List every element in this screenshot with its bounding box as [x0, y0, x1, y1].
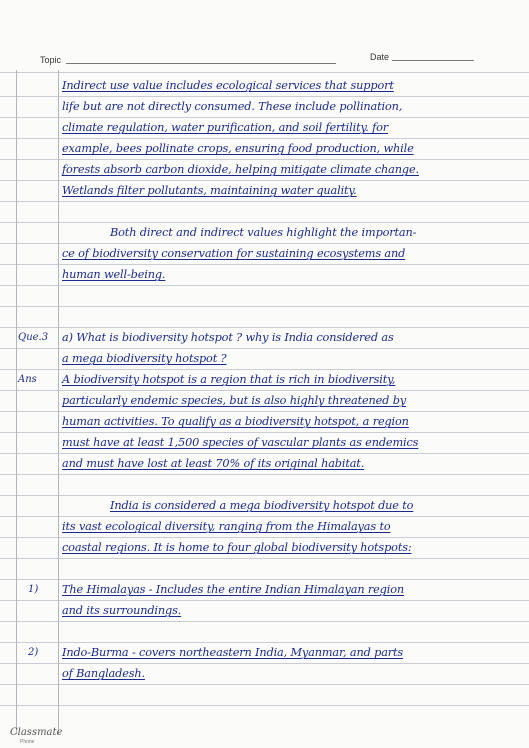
ruled-line [0, 306, 529, 307]
margin-line [58, 70, 59, 734]
topic-label: Topic [40, 55, 62, 65]
text-line: example, bees pollinate crops, ensuring food production, while [62, 142, 414, 155]
list-item-line: and its surroundings. [62, 604, 182, 617]
text-line: Indirect use value includes ecological services that support [62, 79, 394, 92]
date-label: Date [370, 52, 390, 62]
date-line [392, 60, 474, 61]
list-number: 2) [28, 647, 39, 658]
question-line: a mega biodiversity hotspot ? [62, 352, 227, 365]
answer-line: India is considered a mega biodiversity hotspot due to [110, 499, 414, 512]
topic-line [66, 63, 336, 64]
text-line: human well-being. [62, 268, 166, 281]
margin-line [16, 70, 17, 734]
answer-line: A biodiversity hotspot is a region that is rich in biodiversity, [62, 373, 396, 386]
question-line: a) What is biodiversity hotspot ? why is India considered as [62, 331, 394, 344]
ruled-line [0, 72, 529, 73]
answer-line: coastal regions. It is home to four global biodiversity hotspots: [62, 541, 412, 554]
brand-logo: Classmate [10, 727, 63, 738]
text-line: life but are not directly consumed. These include pollination, [62, 100, 403, 113]
answer-line: human activities. To qualify as a biodiversity hotspot, a region [62, 415, 409, 428]
brand-subtext: Phone [20, 739, 35, 745]
ruled-line [0, 705, 529, 706]
text-line: Wetlands filter pollutants, maintaining water quality. [62, 184, 357, 197]
list-item-line: Indo-Burma - covers northeastern India, Myanmar, and parts [62, 646, 404, 659]
page-header [0, 50, 529, 68]
answer-line: must have at least 1,500 species of vascular plants as endemics [62, 436, 419, 449]
text-line: forests absorb carbon dioxide, helping mitigate climate change. [62, 163, 419, 176]
answer-line: its vast ecological diversity, ranging from the Himalayas to [62, 520, 391, 533]
list-item-line: The Himalayas - Includes the entire Indian Himalayan region [62, 583, 404, 596]
text-line: ce of biodiversity conservation for sustaining ecosystems and [62, 247, 406, 260]
text-line: Both direct and indirect values highlight the importan- [110, 226, 417, 239]
answer-tag: Ans [18, 374, 37, 385]
answer-line: and must have lost at least 70% of its original habitat. [62, 457, 365, 470]
list-number: 1) [28, 584, 39, 595]
answer-line: particularly endemic species, but is also highly threatened by [62, 394, 407, 407]
text-line: climate regulation, water purification, and soil fertility. for [62, 121, 389, 134]
list-item-line: of Bangladesh. [62, 667, 145, 680]
question-tag: Que.3 [18, 332, 49, 343]
